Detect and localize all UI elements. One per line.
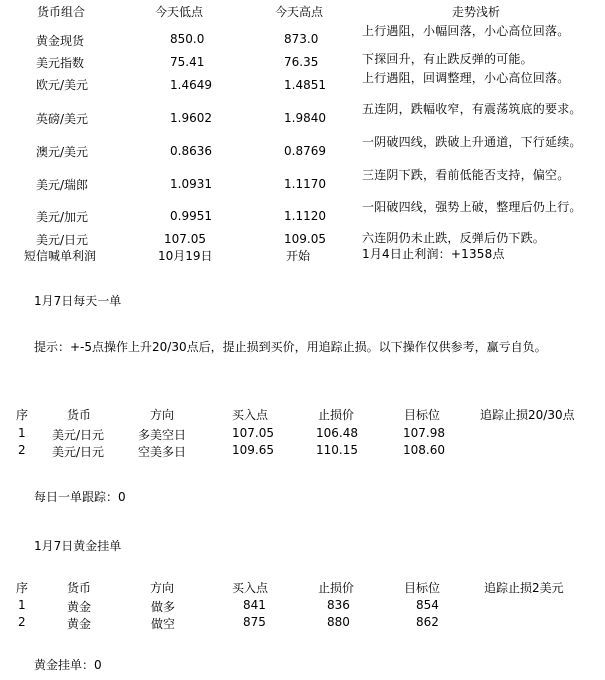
- high-value: 1.9840: [284, 111, 326, 125]
- col-stop: 止损价: [318, 581, 355, 595]
- daily-title: 1月7日每天一单: [34, 294, 122, 308]
- col-target: 目标位: [404, 581, 441, 595]
- row-buy: 841: [243, 598, 266, 612]
- col-direction: 方向: [150, 581, 175, 595]
- pair: 澳元/美元: [36, 145, 89, 159]
- row-target: 854: [416, 598, 439, 612]
- row-direction: 做空: [151, 617, 176, 631]
- pair: 黄金现货: [36, 34, 85, 48]
- col-trailing: 追踪止损2美元: [484, 581, 564, 595]
- trend-text: 六连阴仍未止跌，反弹后仍下跌。: [362, 231, 546, 245]
- row-no: 1: [18, 598, 26, 612]
- row-no: 2: [18, 443, 26, 457]
- row-stop: 836: [327, 598, 350, 612]
- pair: 欧元/美元: [36, 78, 89, 92]
- high-value: 873.0: [284, 32, 319, 46]
- row-direction: 空美多日: [138, 445, 187, 459]
- high-value: 109.05: [284, 232, 326, 246]
- gold-title: 1月7日黄金挂单: [34, 539, 122, 553]
- high-value: 76.35: [284, 55, 319, 69]
- low-value: 75.41: [170, 55, 205, 69]
- col-pair: 货币: [67, 408, 92, 422]
- low-value: 107.05: [164, 232, 206, 246]
- trend-text: 五连阴，跌幅收窄，有震荡筑底的要求。: [362, 102, 582, 116]
- pair: 美元/瑞郎: [36, 178, 89, 192]
- col-buy: 买入点: [232, 408, 269, 422]
- high-value: 1.1170: [284, 177, 326, 191]
- low-value: 0.9951: [170, 209, 212, 223]
- row-stop: 110.15: [316, 443, 358, 457]
- row-target: 862: [416, 615, 439, 629]
- pair: 美元指数: [36, 56, 85, 70]
- col-stop: 止损价: [318, 408, 355, 422]
- row-pair: 美元/日元: [52, 428, 105, 442]
- daily-tip: 提示：+-5点操作上升20/30点后，提止损到买价，用追踪止损。以下操作仅供参考，赢亏自负。: [34, 340, 547, 354]
- col-direction: 方向: [150, 408, 175, 422]
- row-buy: 875: [243, 615, 266, 629]
- low-value: 1.0931: [170, 177, 212, 191]
- trend-text: 三连阴下跌，看前低能否支持，偏空。: [362, 168, 570, 182]
- row-target: 108.60: [403, 443, 445, 457]
- col-trailing: 追踪止损20/30点: [480, 408, 575, 422]
- pair: 美元/加元: [36, 210, 89, 224]
- low-value: 850.0: [170, 32, 205, 46]
- col-no: 序: [16, 581, 29, 595]
- profit-start-label: 开始: [286, 249, 311, 263]
- col-no: 序: [16, 408, 29, 422]
- row-pair: 黄金: [67, 600, 92, 614]
- low-value: 1.9602: [170, 111, 212, 125]
- trend-text: 一阴破四线，跌破上升通道，下行延续。: [362, 135, 582, 149]
- low-value: 0.8636: [170, 144, 212, 158]
- trend-text: 下探回升，有止跌反弹的可能。: [362, 52, 533, 66]
- col-target: 目标位: [404, 408, 441, 422]
- profit-label: 短信喊单利润: [24, 249, 97, 263]
- row-buy: 107.05: [232, 426, 274, 440]
- row-no: 1: [18, 426, 26, 440]
- trend-text: 上行遇阻，小幅回落，小心高位回落。: [362, 24, 570, 38]
- market-table-header: [0, 0, 605, 18]
- pair: 美元/日元: [36, 233, 89, 247]
- high-value: 1.4851: [284, 78, 326, 92]
- gold-tracking: 黄金挂单：0: [34, 658, 102, 672]
- row-pair: 黄金: [67, 617, 92, 631]
- row-direction: 做多: [151, 600, 176, 614]
- low-value: 1.4649: [170, 78, 212, 92]
- daily-tracking: 每日一单跟踪：0: [34, 490, 126, 504]
- row-no: 2: [18, 615, 26, 629]
- row-target: 107.98: [403, 426, 445, 440]
- high-value: 0.8769: [284, 144, 326, 158]
- row-stop: 880: [327, 615, 350, 629]
- col-pair: 货币: [67, 581, 92, 595]
- header-low: 今天低点: [155, 5, 204, 19]
- trend-text: 一阳破四线，强势上破，整理后仍上行。: [362, 200, 582, 214]
- row-pair: 美元/日元: [52, 445, 105, 459]
- profit-summary: 1月4日止利润：+1358点: [362, 247, 505, 261]
- high-value: 1.1120: [284, 209, 326, 223]
- row-direction: 多美空日: [138, 428, 187, 442]
- col-buy: 买入点: [232, 581, 269, 595]
- pair: 英磅/美元: [36, 112, 89, 126]
- row-stop: 106.48: [316, 426, 358, 440]
- header-high: 今天高点: [275, 5, 324, 19]
- profit-start-date: 10月19日: [158, 249, 213, 263]
- trend-text: 上行遇阻，回调整理，小心高位回落。: [362, 71, 570, 85]
- row-buy: 109.65: [232, 443, 274, 457]
- header-pair: 货币组合: [37, 5, 86, 19]
- header-trend: 走势浅析: [452, 5, 501, 19]
